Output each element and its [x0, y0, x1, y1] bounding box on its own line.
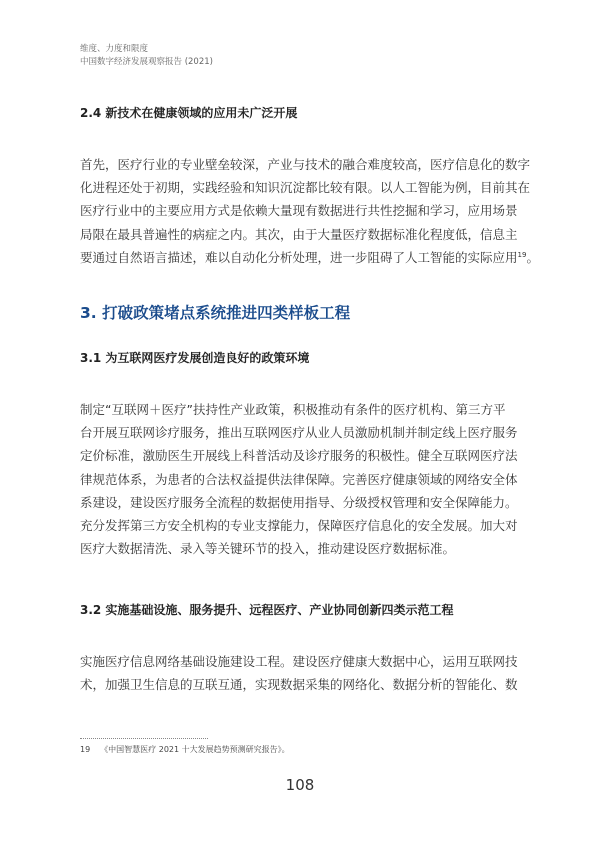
footnote-reference[interactable]: 19	[517, 250, 527, 259]
paragraph-line: 制定“互联网＋医疗”扶持性产业政策，积极推动有条件的医疗机构、第三方平	[80, 402, 506, 417]
paragraph-line: 定价标准，激励医生开展线上科普活动及诊疗服务的积极性。健全互联网医疗法	[80, 448, 518, 464]
footnote-number: 19	[80, 745, 91, 754]
paragraph-line: 化进程还处于初期，实践经验和知识沉淀都比较有限。以人工智能为例，目前其在	[80, 180, 531, 196]
footnote	[80, 744, 290, 755]
paragraph-3-1	[80, 398, 525, 560]
section-heading-3-1: 3.1 为互联网医疗发展创造良好的政策环境	[80, 351, 310, 365]
paragraph-line: 台开展互联网诊疗服务，推出互联网医疗从业人员激励机制并制定线上医疗服务	[80, 425, 518, 441]
paragraph-line: 医疗大数据清洗、录入等关键环节的投入，推动建设医疗数据标准。	[80, 541, 456, 557]
section-heading-2-4: 2.4 新技术在健康领域的应用未广泛开展	[80, 106, 298, 120]
paragraph-3-2	[80, 650, 525, 696]
paragraph-line: 医疗行业中的主要应用方式是依赖大量现有数据进行共性挖掘和学习，应用场景	[80, 203, 518, 219]
paragraph-line: 术，加强卫生信息的互联互通，实现数据采集的网络化、数据分析的智能化、数	[80, 677, 518, 693]
paragraph-line: 实施医疗信息网络基础设施建设工程。建设医疗健康大数据中心，运用互联网技	[80, 654, 518, 669]
paragraph-line: 律规范体系，为患者的合法权益提供法律保障。完善医疗健康领域的网络安全体	[80, 471, 518, 487]
paragraph-line-text: 要通过自然语言描述，难以自动化分析处理，进一步阻碍了人工智能的实际应用	[80, 249, 518, 265]
header-line-2: 中国数字经济发展观察报告 (2021)	[80, 57, 213, 67]
paragraph-line: 充分发挥第三方安全机构的专业支撑能力，保障医疗信息化的安全发展。加大对	[80, 518, 518, 534]
footnote-divider	[80, 738, 208, 739]
page-number: 108	[285, 776, 315, 794]
running-header	[80, 43, 213, 69]
paragraph-line: 系建设，建设医疗服务全流程的数据使用指导、分级授权管理和安全保障能力。	[80, 494, 518, 510]
footnote-text: 《中国智慧医疗 2021 十大发展趋势预测研究报告》。	[100, 745, 290, 754]
paragraph-2-4	[80, 153, 539, 269]
paragraph-line: 局限在最具普遍性的病症之内。其次，由于大量医疗数据标准化程度低，信息主	[80, 226, 518, 242]
header-line-1: 维度、力度和限度	[80, 44, 149, 54]
section-heading-3-2: 3.2 实施基础设施、服务提升、远程医疗、产业协同创新四类示范工程	[80, 603, 454, 617]
section-heading-3: 3. 打破政策堵点系统推进四类样板工程	[80, 304, 351, 322]
paragraph-line: 首先，医疗行业的专业壁垒较深，产业与技术的融合难度较高，医疗信息化的数字	[80, 157, 531, 172]
paragraph-line: 要通过自然语言描述，难以自动化分析处理，进一步阻碍了人工智能的实际应用$^{19}$。	[80, 249, 539, 265]
